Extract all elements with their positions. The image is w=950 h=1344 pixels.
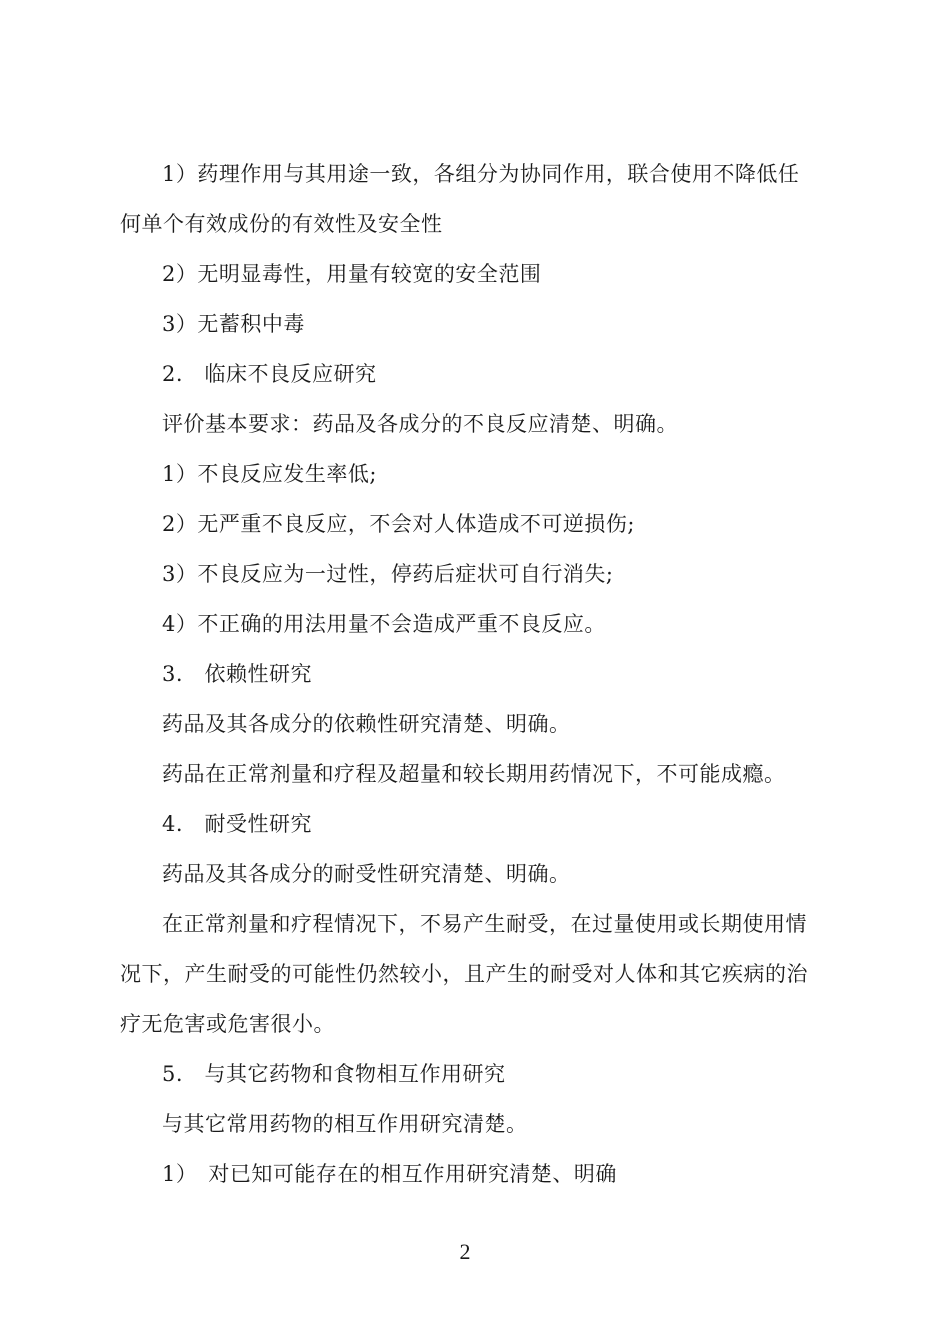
- paragraph-line: 何单个有效成份的有效性及安全性: [120, 212, 443, 236]
- paragraph-line: 评价基本要求：药品及各成分的不良反应清楚、明确。: [162, 412, 678, 436]
- paragraph-line: 2）无明显毒性，用量有较宽的安全范围: [162, 262, 542, 286]
- section-heading: 4. 耐受性研究: [162, 812, 313, 836]
- paragraph-line: 药品及其各成分的依赖性研究清楚、明确。: [162, 712, 571, 736]
- paragraph-line: 2）无严重不良反应，不会对人体造成不可逆损伤;: [162, 512, 635, 536]
- section-heading: 5. 与其它药物和食物相互作用研究: [162, 1062, 506, 1086]
- paragraph-line: 1）药理作用与其用途一致，各组分为协同作用，联合使用不降低任: [162, 162, 800, 186]
- paragraph-line: 3）不良反应为一过性，停药后症状可自行消失;: [162, 562, 614, 586]
- section-heading: 3. 依赖性研究: [162, 662, 313, 686]
- paragraph-line: 在正常剂量和疗程情况下，不易产生耐受，在过量使用或长期使用情: [162, 912, 807, 936]
- paragraph-line: 疗无危害或危害很小。: [120, 1012, 335, 1036]
- paragraph-line: 1） 对已知可能存在的相互作用研究清楚、明确: [162, 1162, 617, 1186]
- paragraph-line: 4）不正确的用法用量不会造成严重不良反应。: [162, 612, 606, 636]
- section-heading: 2. 临床不良反应研究: [162, 362, 377, 386]
- paragraph-line: 3）无蓄积中毒: [162, 312, 305, 336]
- paragraph-line: 药品及其各成分的耐受性研究清楚、明确。: [162, 862, 571, 886]
- paragraph-line: 1）不良反应发生率低;: [162, 462, 377, 486]
- paragraph-line: 与其它常用药物的相互作用研究清楚。: [162, 1112, 528, 1136]
- paragraph-line: 况下，产生耐受的可能性仍然较小，且产生的耐受对人体和其它疾病的治: [120, 962, 808, 986]
- page-number: 2: [459, 1239, 471, 1264]
- paragraph-line: 药品在正常剂量和疗程及超量和较长期用药情况下，不可能成瘾。: [162, 762, 786, 786]
